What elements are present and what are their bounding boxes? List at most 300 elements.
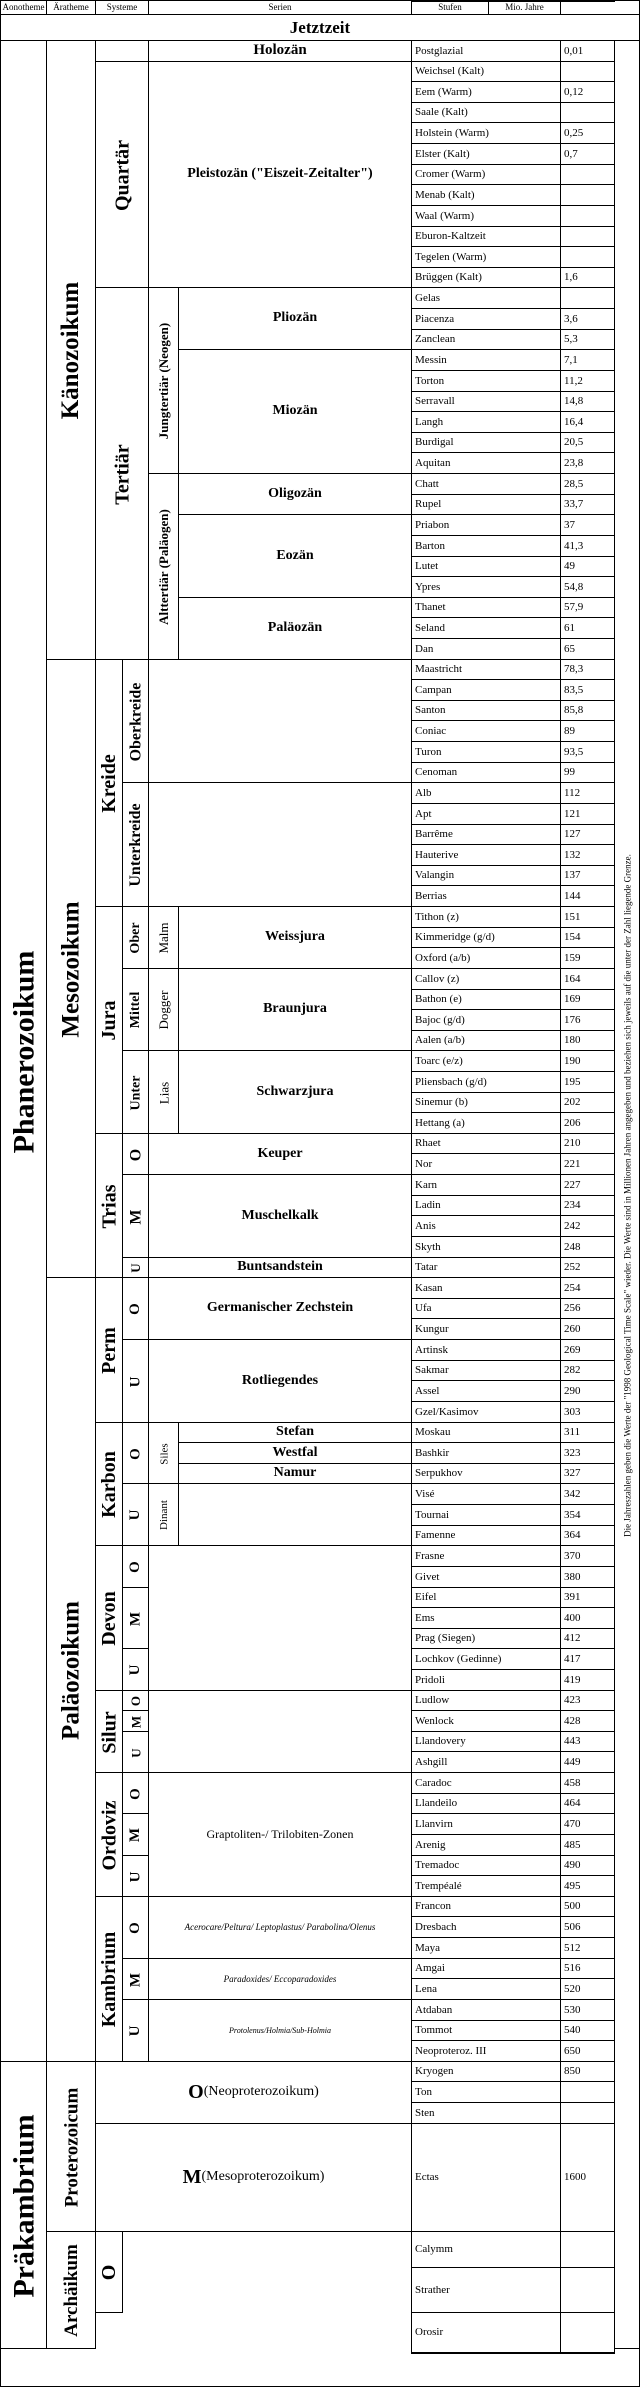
header-serien — [148, 0, 412, 15]
series-eozaen — [178, 514, 412, 598]
stage-row-label: Piacenza — [415, 312, 455, 325]
stage-row — [411, 267, 562, 288]
karbon-o-label: O — [127, 1447, 144, 1460]
stage-row-label: Rhaet — [415, 1137, 441, 1150]
series-silur-label — [149, 1691, 411, 1772]
stage-row-label: Thanet — [415, 601, 446, 614]
stage-row — [411, 824, 562, 845]
series-oberkreide-label — [149, 660, 411, 782]
silur-u-label: U — [127, 1747, 143, 1758]
stage-row — [411, 1298, 562, 1319]
age-cell-label: 495 — [564, 1879, 581, 1892]
stage-row — [411, 1504, 562, 1526]
age-cell-label: 428 — [564, 1714, 581, 1727]
age-cell — [560, 1133, 615, 1154]
age-cell-label: 391 — [564, 1591, 581, 1604]
age-cell — [560, 514, 615, 536]
age-cell-label — [561, 288, 614, 308]
age-cell — [560, 679, 615, 701]
age-cell-label: 242 — [564, 1219, 581, 1232]
series-westfal-label: Westfal — [272, 1444, 318, 1460]
header-systeme-label: Systeme — [106, 2, 138, 13]
stage-row-label: Neoproteroz. III — [415, 2044, 487, 2057]
stage-row — [411, 452, 562, 474]
stage-row-label: Sakmar — [415, 1364, 449, 1377]
age-cell — [560, 1855, 615, 1876]
kambrium-o-label: O — [127, 1922, 144, 1934]
age-cell-label: 221 — [564, 1157, 581, 1170]
system-kambrium-label: Kambrium — [98, 1931, 120, 2028]
stage-row — [411, 576, 562, 598]
stage-row — [411, 494, 562, 515]
sub-mittel — [122, 968, 149, 1051]
age-cell — [560, 1215, 615, 1237]
age-cell — [560, 1463, 615, 1484]
stage-row-label: Ectas — [415, 2171, 439, 2184]
age-cell-label: 370 — [564, 1549, 581, 1562]
age-cell-label: 1,6 — [564, 271, 578, 284]
age-cell-label: 485 — [564, 1838, 581, 1851]
series-pliozaen-label: Pliozän — [272, 310, 318, 326]
age-cell-label: 41,3 — [564, 539, 584, 552]
eon-phanerozoikum — [0, 40, 47, 2062]
age-cell — [560, 473, 615, 495]
age-cell-label: 112 — [564, 786, 581, 799]
stage-row-label: Orosir — [415, 2326, 444, 2339]
stage-row-label: Strather — [415, 2283, 450, 2296]
system-quartaer-label: Quartär — [111, 139, 133, 211]
age-cell-label: 449 — [564, 1755, 581, 1768]
age-cell — [560, 287, 615, 309]
silur-m — [122, 1710, 149, 1732]
age-cell-label: 530 — [564, 2003, 581, 2016]
stage-row-label: Weichsel (Kalt) — [415, 65, 485, 78]
age-cell — [560, 1298, 615, 1319]
age-cell — [560, 2040, 615, 2062]
age-cell — [560, 1999, 615, 2021]
age-cell — [560, 2352, 615, 2354]
header-mio-jahre-label: Mio. Jahre — [505, 2, 544, 13]
series-devon — [148, 1545, 412, 1691]
stage-row-label: Oxford (a/b) — [415, 951, 471, 964]
series-pleistozaen — [148, 61, 412, 288]
age-cell — [560, 1566, 615, 1588]
age-cell — [560, 1339, 615, 1361]
age-cell-label: 327 — [564, 1467, 581, 1480]
series-miozaen — [178, 349, 412, 474]
age-cell-label: 190 — [564, 1054, 581, 1067]
series-zechstein-label: Germanischer Zechstein — [206, 1300, 354, 1316]
stage-row — [411, 1607, 562, 1629]
age-cell — [560, 1607, 615, 1629]
age-cell — [560, 411, 615, 433]
age-cell — [560, 2081, 615, 2103]
stage-row — [411, 226, 562, 247]
stage-row-label: Gelas — [415, 291, 441, 304]
trias-m — [122, 1174, 149, 1258]
age-cell — [560, 1071, 615, 1093]
age-cell — [560, 81, 615, 103]
stage-row-label: Trempéalé — [415, 1879, 462, 1892]
age-cell — [560, 1092, 615, 1113]
age-cell — [560, 2231, 615, 2268]
age-cell — [560, 432, 615, 453]
era-kaenozoikum — [46, 40, 96, 660]
age-cell — [560, 122, 615, 144]
stage-row — [411, 1050, 562, 1072]
age-cell — [560, 2061, 615, 2082]
age-cell — [560, 782, 615, 804]
stage-row — [411, 1669, 562, 1691]
age-cell-label: 33,7 — [564, 498, 584, 511]
age-cell — [560, 865, 615, 886]
stage-row — [411, 720, 562, 742]
series-zechstein — [148, 1277, 412, 1340]
stage-row — [411, 1071, 562, 1093]
stage-row-label: Kungur — [415, 1322, 449, 1335]
arch-o-label: O — [98, 2264, 120, 2281]
series-oligozaen — [178, 473, 412, 515]
series-palaeozaen-label: Paläozän — [267, 620, 323, 636]
stage-row-label: Seland — [415, 621, 445, 634]
stage-row-label: Torton — [415, 374, 445, 387]
stage-row — [411, 1380, 562, 1402]
stage-row — [411, 2312, 562, 2353]
stage-row-label: Nor — [415, 1157, 433, 1170]
age-cell-label: 61 — [564, 621, 575, 634]
age-cell — [560, 844, 615, 866]
stage-row — [411, 61, 562, 82]
age-cell-label: 83,5 — [564, 683, 584, 696]
series-kambrium-o — [148, 1896, 412, 1959]
stage-row — [411, 638, 562, 660]
stage-row-label: Kryogen — [415, 2065, 454, 2078]
stage-row-label: Frasne — [415, 1549, 445, 1562]
sub-jungtertiaer — [148, 287, 179, 474]
age-cell-label: 470 — [564, 1817, 581, 1830]
sub-malm — [148, 906, 179, 969]
stage-row-label: Wenlock — [415, 1714, 454, 1727]
stage-row — [411, 968, 562, 990]
stage-row — [411, 1937, 562, 1959]
stage-row-label: Tatar — [415, 1261, 438, 1274]
stage-row-label: Atdaban — [415, 2003, 453, 2016]
age-cell-label: 419 — [564, 1673, 581, 1686]
sub-lias — [148, 1050, 179, 1134]
stage-row — [411, 1174, 562, 1196]
ordoviz-u-label: U — [127, 1871, 144, 1882]
arch-o — [95, 2231, 123, 2313]
age-cell — [560, 1174, 615, 1196]
series-oligozaen-label: Oligozän — [268, 485, 322, 501]
stage-row — [411, 432, 562, 453]
age-cell-label: 20,5 — [564, 436, 584, 449]
sub-ober — [122, 906, 149, 969]
stage-row-label: Karn — [415, 1178, 437, 1191]
series-braunjura — [178, 968, 412, 1051]
era-archaikum — [46, 2231, 96, 2349]
series-schwarzjura-label: Schwarzjura — [256, 1083, 334, 1099]
stage-row — [411, 205, 562, 227]
sub-mittel-label: Mittel — [127, 991, 143, 1029]
stage-row — [411, 947, 562, 969]
age-cell-label: 364 — [564, 1529, 581, 1542]
stage-row-label: Alb — [415, 786, 432, 799]
trias-o-label: O — [126, 1148, 144, 1161]
age-cell-label: 37 — [564, 518, 575, 531]
stage-row — [411, 1195, 562, 1216]
stage-row — [411, 1257, 562, 1278]
stage-row — [411, 741, 562, 763]
sub-dogger — [148, 968, 179, 1051]
series-keuper — [148, 1133, 412, 1175]
age-cell-label: 254 — [564, 1281, 581, 1294]
series-weissjura-label: Weissjura — [265, 929, 325, 945]
system-kambrium — [95, 1896, 123, 2062]
stage-row-label: Bashkir — [415, 1446, 450, 1459]
series-mesoproterozoikum-text: (Mesoproterozoikum) — [201, 2169, 325, 2185]
age-cell-label: 54,8 — [564, 580, 584, 593]
stage-row — [411, 1648, 562, 1670]
stage-row-label: Menab (Kalt) — [415, 188, 475, 201]
age-cell — [560, 246, 615, 268]
stage-row — [411, 1318, 562, 1340]
series-keuper-label: Keuper — [257, 1145, 303, 1161]
stage-row-label: Eburon-Kaltzeit — [415, 230, 486, 243]
header-aratheme-label: Äratheme — [53, 2, 89, 13]
sub-lias-label: Lias — [155, 1081, 171, 1104]
age-cell — [560, 1772, 615, 1794]
devon-m — [122, 1587, 149, 1649]
system-devon — [95, 1545, 123, 1691]
series-neoproterozoikum-letter: O — [188, 2081, 204, 2103]
sub-siles — [148, 1422, 179, 1484]
stage-row-label: Skyth — [415, 1240, 441, 1253]
trias-m-label: M — [126, 1208, 144, 1225]
devon-o-label: O — [127, 1561, 144, 1573]
age-cell — [560, 1153, 615, 1175]
age-cell — [560, 1710, 615, 1732]
series-eozaen-label: Eozän — [276, 547, 314, 563]
age-cell-label: 516 — [564, 1962, 581, 1975]
age-cell — [560, 391, 615, 412]
karbon-u-label: U — [127, 1509, 144, 1521]
age-cell-label: 176 — [564, 1013, 581, 1026]
jetztzeit — [0, 14, 640, 41]
stage-row — [411, 1545, 562, 1567]
sub-siles-label: Siles — [157, 1442, 170, 1465]
age-cell — [560, 1483, 615, 1505]
header-stufen-label: Stufen — [438, 2, 462, 13]
stage-row — [411, 2081, 562, 2103]
age-cell — [560, 535, 615, 557]
age-cell — [560, 1112, 615, 1134]
age-cell-label: 323 — [564, 1446, 581, 1459]
sub-unterkreide — [122, 782, 149, 907]
sub-unter-label: Unter — [127, 1075, 143, 1110]
stage-row — [411, 762, 562, 783]
stage-row-label: Postglazial — [415, 44, 464, 57]
stage-row-label: Lochkov (Gedinne) — [415, 1652, 502, 1665]
age-cell-label: 506 — [564, 1920, 581, 1933]
eon-praekambrium-label: Präkambrium — [6, 2113, 40, 2298]
series-stefan-label: Stefan — [275, 1424, 315, 1440]
sub-dinant-label: Dinant — [157, 1500, 170, 1530]
stage-row — [411, 391, 562, 412]
age-cell-label: 85,8 — [564, 704, 584, 717]
side-note-label: Die Jahreszahlen geben die Werte der "1998 Geological Time Scale" wieder. Die Werte sind in Millionen Jahren angegeben und beziehen sich jeweils auf die unter der Zahl liegende Grenze. — [622, 853, 633, 1537]
age-cell — [560, 1236, 615, 1258]
era-palaeozoikum-label: Paläozoikum — [57, 1600, 85, 1740]
age-cell-label: 464 — [564, 1797, 581, 1810]
stage-row-label: Gzel/Kasimov — [415, 1405, 479, 1418]
stage-row — [411, 1360, 562, 1381]
age-cell-label: 290 — [564, 1384, 581, 1397]
stage-row-label: Zanclean — [415, 333, 456, 346]
stage-row-label: Tegelen (Warm) — [415, 250, 487, 263]
series-mesoproterozoikum — [95, 2123, 412, 2232]
stage-row-label: Callov (z) — [415, 972, 460, 985]
stage-row-label: Turon — [415, 745, 442, 758]
age-cell-label: 0,7 — [564, 147, 578, 160]
stage-row-label: Serpukhov — [415, 1467, 463, 1480]
stage-row-label: Brüggen (Kalt) — [415, 271, 482, 284]
series-mesoproterozoikum-label — [96, 2124, 411, 2231]
stage-row-label: Saale (Kalt) — [415, 106, 468, 119]
sub-unterkreide-label: Unterkreide — [126, 803, 144, 887]
age-cell — [560, 452, 615, 474]
age-cell-label: 269 — [564, 1343, 581, 1356]
age-cell — [560, 1793, 615, 1814]
stage-row — [411, 2061, 562, 2082]
age-cell — [560, 700, 615, 721]
stage-row-label: Francon — [415, 1900, 452, 1913]
stage-row-label: Anis — [415, 1219, 436, 1232]
stage-row — [411, 349, 562, 371]
stage-row-label: Hauterive — [415, 848, 459, 861]
age-cell — [560, 164, 615, 185]
stage-row — [411, 81, 562, 103]
trias-u — [122, 1257, 149, 1278]
age-cell-label: 260 — [564, 1322, 581, 1335]
era-proterozoicum — [46, 2061, 96, 2232]
header-stufen — [411, 0, 489, 15]
stage-row-label: Rupel — [415, 498, 442, 511]
age-cell-label: 49 — [564, 560, 575, 573]
stage-row — [411, 1442, 562, 1464]
stage-row — [411, 1710, 562, 1732]
age-cell-label: 7,1 — [564, 353, 578, 366]
age-cell — [560, 1030, 615, 1051]
stage-row-label: Cenoman — [415, 766, 458, 779]
age-cell — [560, 1731, 615, 1752]
age-cell — [560, 824, 615, 845]
stage-row-label: Elster (Kalt) — [415, 147, 470, 160]
stage-row — [411, 1236, 562, 1258]
stage-row-label: Aquitan — [415, 456, 451, 469]
perm-u — [122, 1339, 149, 1423]
stage-row — [411, 989, 562, 1010]
stage-row-label: Assel — [415, 1384, 440, 1397]
stage-row — [411, 1483, 562, 1505]
stage-row — [411, 1525, 562, 1546]
era-archaikum-label: Archäikum — [60, 2244, 82, 2337]
stage-row — [411, 1463, 562, 1484]
stage-row-label: Sten — [415, 2106, 435, 2119]
age-cell-label: 400 — [564, 1611, 581, 1624]
sub-alttertiaer-label: Alttertiär (Paläogen) — [155, 509, 171, 625]
age-cell — [560, 1504, 615, 1526]
age-cell-label: 512 — [564, 1941, 581, 1954]
stage-row-label: Maya — [415, 1941, 441, 1954]
age-cell — [560, 267, 615, 288]
stage-row-label: Arenig — [415, 1838, 446, 1851]
system-trias-label: Trias — [98, 1183, 120, 1229]
series-westfal — [178, 1442, 412, 1464]
age-cell-label — [561, 62, 614, 81]
age-cell-label: 650 — [564, 2044, 581, 2057]
stage-row-label: Ladin — [415, 1199, 441, 1212]
age-cell-label: 195 — [564, 1075, 581, 1088]
stage-row — [411, 184, 562, 206]
age-cell-label: 303 — [564, 1405, 581, 1418]
stage-row-label: Santon — [415, 704, 446, 717]
age-cell-label: 89 — [564, 724, 575, 737]
age-cell-label: 252 — [564, 1261, 581, 1274]
stage-row — [411, 102, 562, 123]
system-karbon-label: Karbon — [98, 1451, 120, 1518]
series-mesoproterozoikum-letter: M — [182, 2166, 202, 2188]
sub-oberkreide-label: Oberkreide — [126, 682, 144, 761]
stage-row — [411, 1587, 562, 1608]
sub-malm-label: Malm — [155, 922, 171, 954]
stage-row-label: Toarc (e/z) — [415, 1054, 463, 1067]
age-cell — [560, 1360, 615, 1381]
stage-row-label: Aalen (a/b) — [415, 1034, 465, 1047]
stage-row — [411, 164, 562, 185]
series-kambrium-m-label: Paradoxides/ Eccoparadoxides — [223, 1973, 337, 1984]
age-cell-label: 256 — [564, 1302, 581, 1315]
stage-row-label: Bathon (e) — [415, 993, 462, 1006]
system-karbon — [95, 1422, 123, 1546]
stage-row — [411, 473, 562, 495]
ordoviz-o — [122, 1772, 149, 1814]
stage-row-label: Pridoli — [415, 1673, 445, 1686]
system-kreide-label: Kreide — [98, 754, 120, 813]
age-cell-label — [561, 2232, 614, 2267]
stage-row-label: Llandovery — [415, 1735, 466, 1748]
age-cell — [560, 659, 615, 680]
age-cell — [560, 184, 615, 206]
stage-row — [411, 1133, 562, 1154]
age-cell — [560, 1813, 615, 1835]
silur-m-label: M — [127, 1715, 143, 1728]
stage-row-label: Chatt — [415, 477, 439, 490]
system-jura-label: Jura — [98, 1000, 120, 1041]
stage-row-label: Campan — [415, 683, 452, 696]
age-cell — [560, 968, 615, 990]
age-cell — [560, 885, 615, 907]
sub-ober-label: Ober — [127, 922, 143, 954]
series-buntsandstein-label: Buntsandstein — [237, 1259, 323, 1275]
stage-row — [411, 844, 562, 866]
stage-row-label: Tournai — [415, 1508, 450, 1521]
age-cell — [560, 1442, 615, 1464]
age-cell — [560, 2020, 615, 2041]
age-cell-label: 57,9 — [564, 601, 584, 614]
age-cell-label: 248 — [564, 1240, 581, 1253]
series-silur — [148, 1690, 412, 1773]
